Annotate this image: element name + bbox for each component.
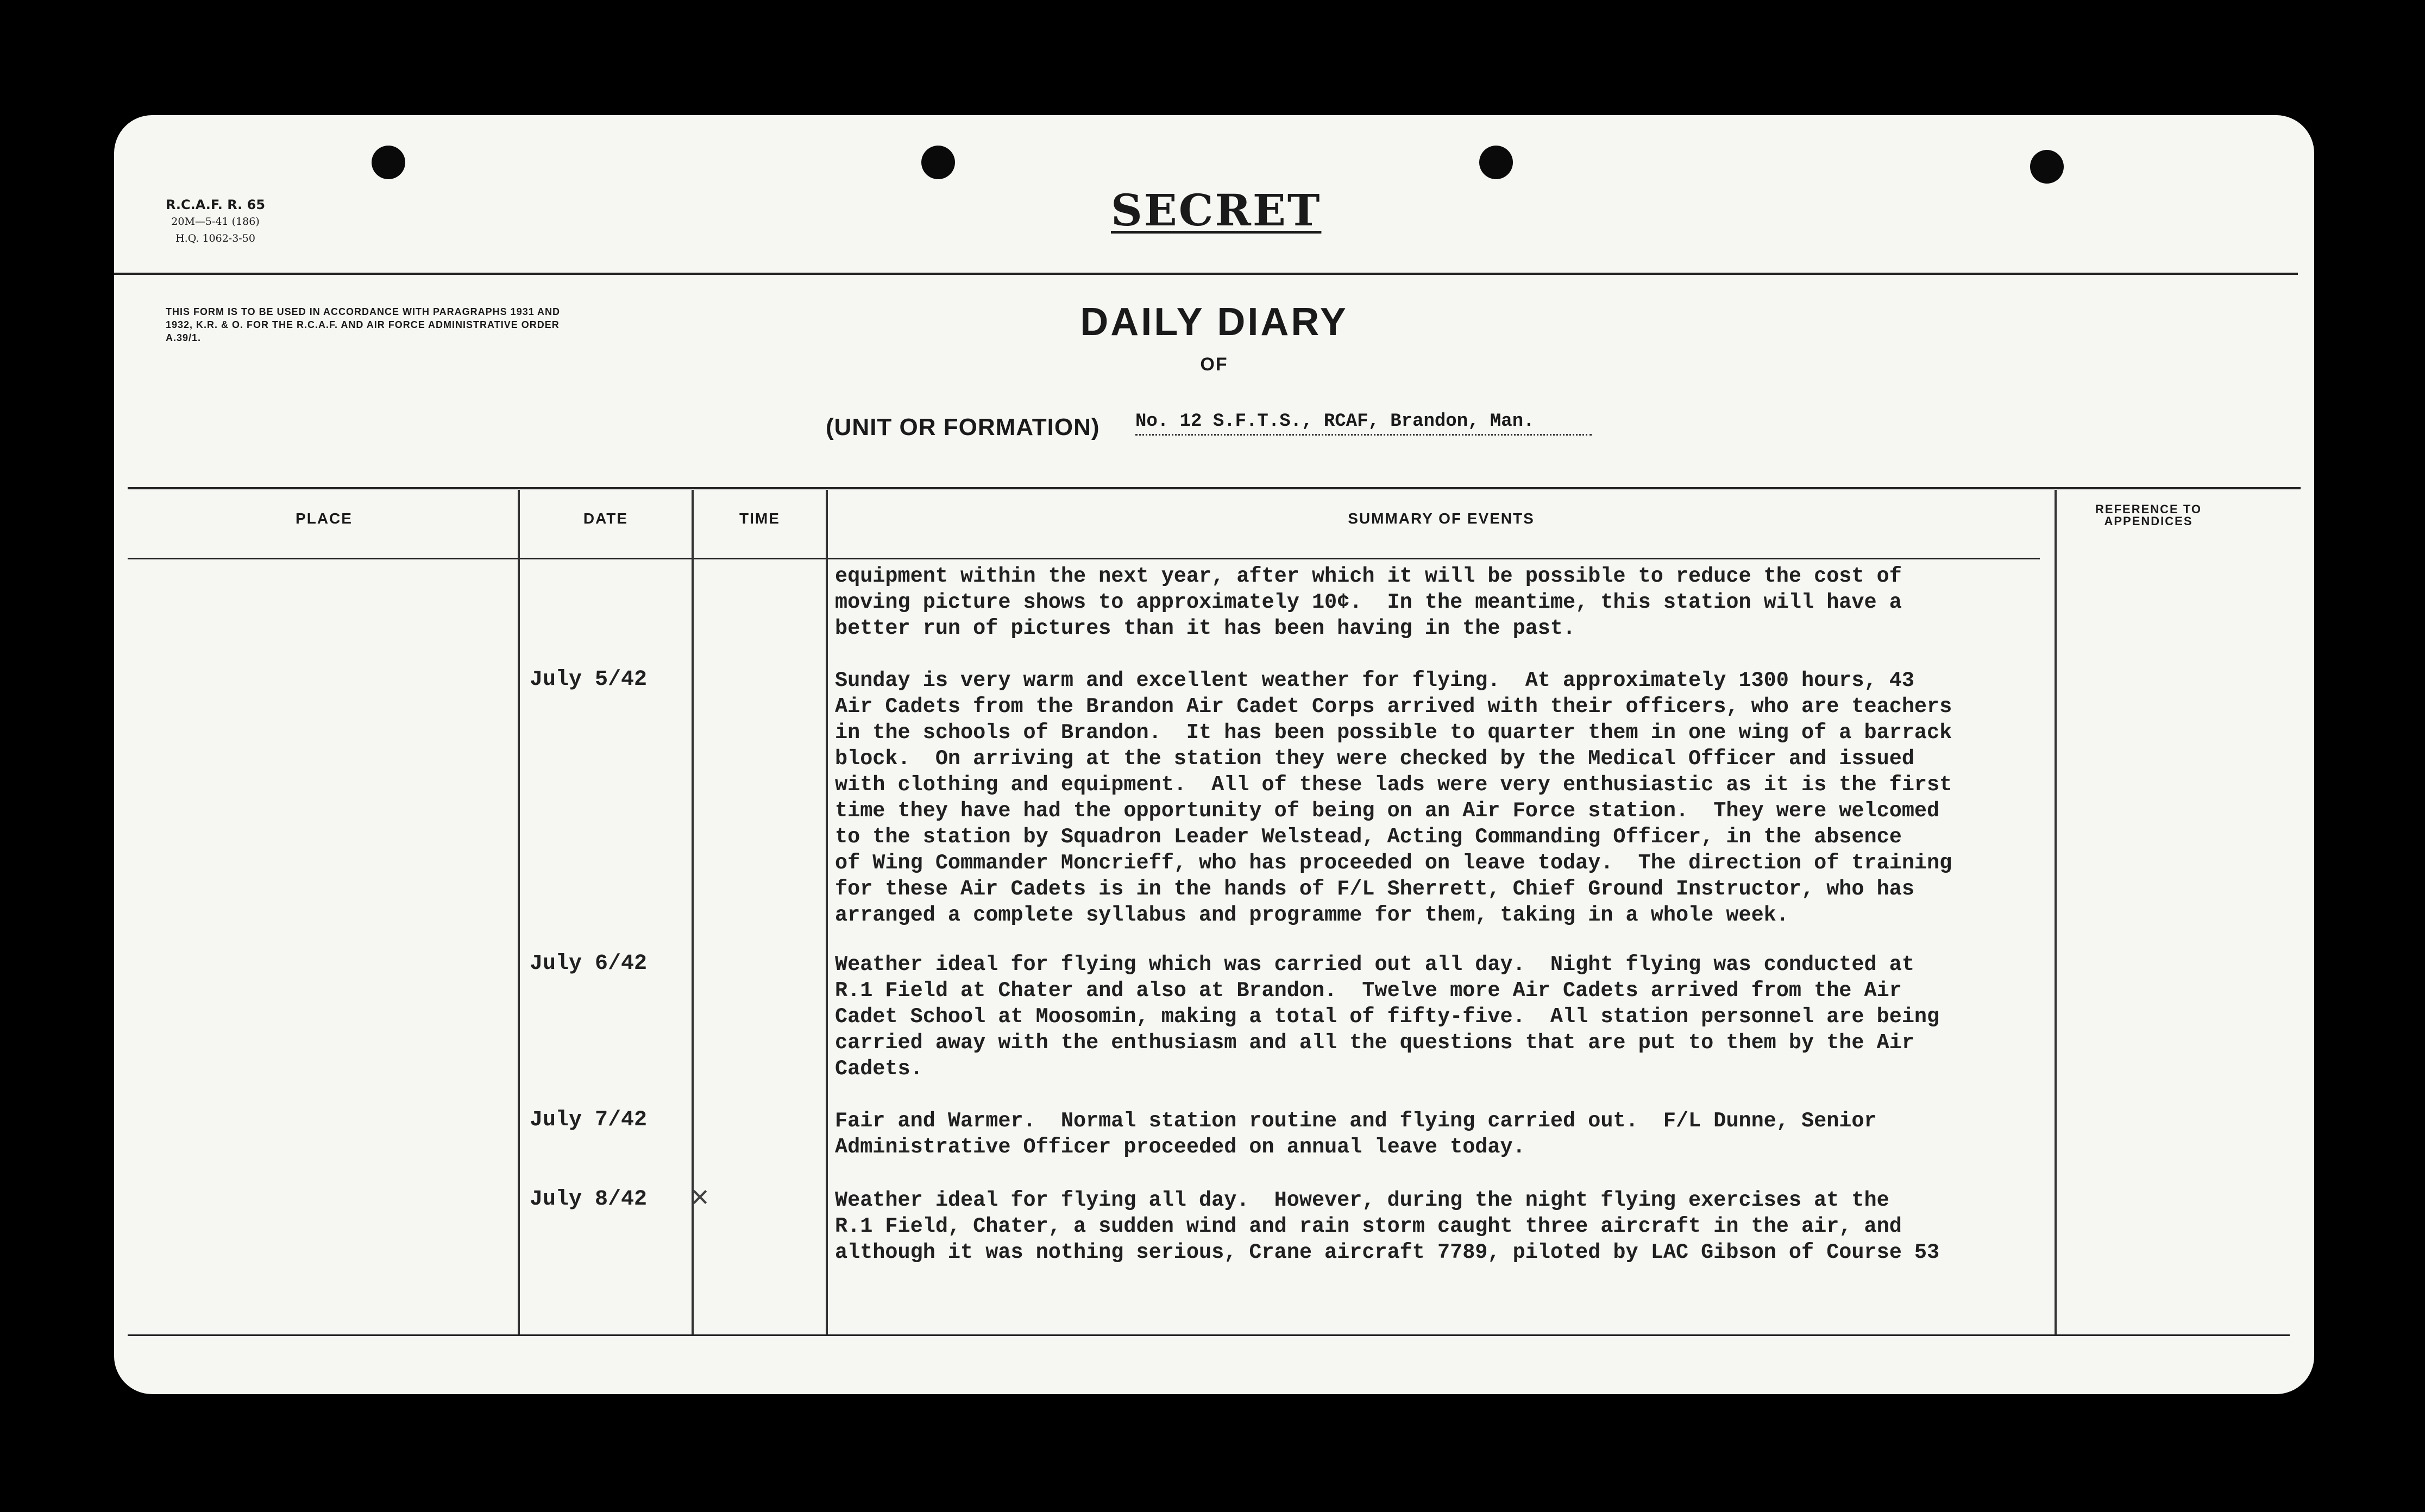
header-rule [114,273,2298,275]
punch-hole [1479,146,1513,179]
column-divider [2055,490,2057,1334]
diary-entry-date: July 6/42 [530,952,648,976]
classification-heading: SECRET [1111,185,1322,236]
column-header-summary: SUMMARY OF EVENTS [1348,510,1535,527]
column-header-date: DATE [583,510,629,527]
diary-entry-text: Sunday is very warm and excellent weather for flying. At approximately 1300 hours, 43 Air Cadets from the Brandon Air Cadet Corps arrived with their officers, who are teachers in the schools of Brandon. It has been possible to quarter them in one wing of a barrack block. On arriving at the station they were checked by the Medical Officer and issued with clothing and equipment. All of these lads were very enthusiastic as it is the first time they have had the opportunity of being on an Air Force station. They were welcomed to the station by Squadron Leader Welstead, Acting Commanding Officer, in the absence of Wing Commander Moncrieff, who has proceeded on leave today. The direction of training for these Air Cadets is in the hands of F/L Sherrett, Chief Ground Instructor, who has arranged a complete syllabus and programme for them, taking in a whole week. [835,669,1952,927]
diary-entry-date: July 7/42 [530,1108,648,1132]
column-divider [518,490,520,1334]
table-bottom-rule [128,1334,2290,1336]
unit-value: No. 12 S.F.T.S., RCAF, Brandon, Man. [1135,411,1592,436]
column-header-rule [128,558,2040,559]
form-identifier [166,197,265,247]
diary-entry-text: Weather ideal for flying which was carried out all day. Night flying was conducted at R.1 Field at Chater and also at Brandon. Twelve more Air Cadets arrived from the Air Cadet School at Moosomin, making a total of fifty-five. All station personnel are being carried away with the enthusiasm and all the questions that are put to them by the Air Cadets. [835,953,1940,1081]
diary-entry-text: Fair and Warmer. Normal station routine and flying carried out. F/L Dunne, Senior Administrative Officer proceeded on annual leave today. [835,1109,1877,1159]
diary-entry-date: July 5/42 [530,667,648,692]
unit-label: (UNIT OR FORMATION) [826,414,1100,440]
diary-entry-text: equipment within the next year, after which it will be possible to reduce the cost of moving picture shows to approximately 10¢. In the meantime, this station will have a better run of pictures than it has been having in the past. [835,564,1902,640]
column-header-reference: REFERENCE TO APPENDICES [2095,502,2202,528]
diary-entry-date: July 8/42 [530,1187,648,1212]
punch-hole [372,146,405,179]
diary-form-card [114,115,2314,1394]
diary-title: DAILY DIARY [1080,300,1348,344]
form-instructions: THIS FORM IS TO BE USED IN ACCORDANCE WITH PARAGRAPHS 1931 AND 1932, K.R. & O. FOR THE R.C.A.F. AND AIR FORCE ADMINISTRATIVE ORDER A.39/1. [166,306,561,343]
of-label: OF [1200,354,1228,375]
form-number: R.C.A.F. R. 65 [166,197,266,212]
form-print-code: 20M—5-41 (186) [171,216,260,228]
column-divider [826,490,828,1334]
column-header-place: PLACE [296,510,353,527]
punch-hole [921,146,955,179]
column-header-time: TIME [739,510,780,527]
punch-hole [2030,150,2064,184]
form-hq-code: H.Q. 1062-3-50 [175,232,255,244]
diary-entry-text: Weather ideal for flying all day. However, during the night flying exercises at the R.1 Field, Chater, a sudden wind and rain storm caught three aircraft in the air, and although it was nothing serious, Crane aircraft 7789, piloted by LAC Gibson of Course 53 [835,1188,1940,1264]
handwritten-tick-mark: ✕ [690,1184,710,1212]
table-top-rule [128,487,2301,489]
